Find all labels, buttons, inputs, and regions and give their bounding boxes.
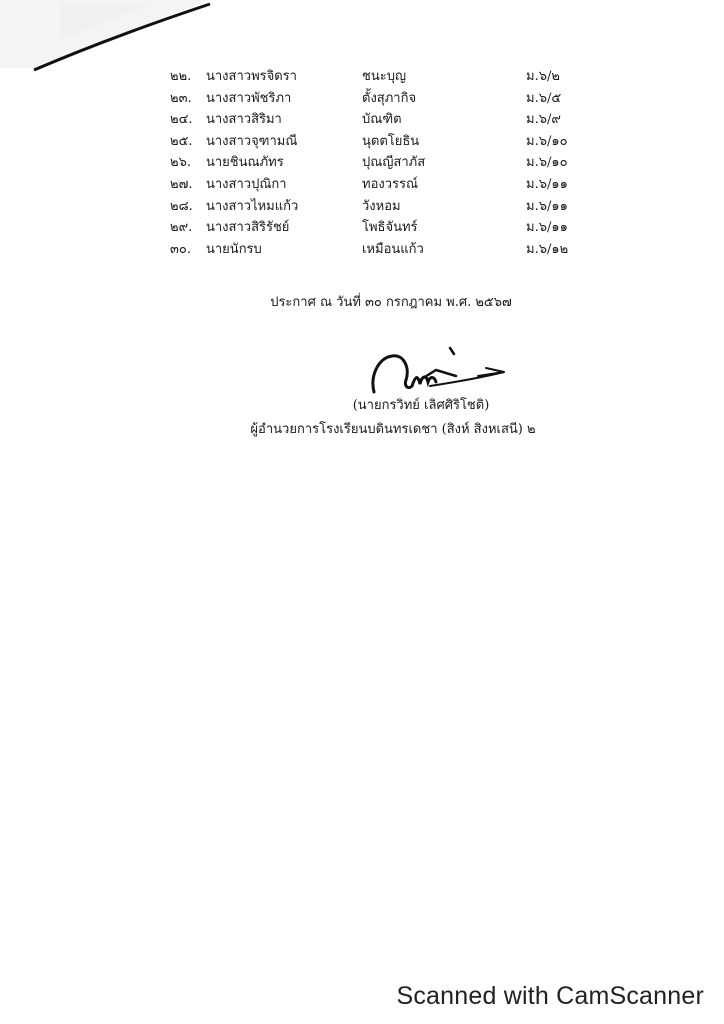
signer-name: (นายกรวิทย์ เลิศศิริโชติ) bbox=[352, 398, 490, 413]
student-first-name: นางสาวสิริรัชย์ bbox=[206, 220, 290, 236]
student-class: ม.๖/๑๒ bbox=[526, 241, 569, 257]
row-number: ๒๖. bbox=[170, 155, 191, 171]
student-class: ม.๖/๑๑ bbox=[526, 220, 568, 236]
row-number: ๒๒. bbox=[170, 69, 192, 84]
student-class: ม.๖/๑๐ bbox=[526, 133, 568, 149]
student-class: ม.๖/๑๐ bbox=[526, 155, 568, 171]
roster-row bbox=[0, 66, 724, 88]
row-number: ๓๐. bbox=[170, 241, 191, 257]
roster-row bbox=[0, 109, 724, 131]
student-class: ม.๖/๑๑ bbox=[526, 176, 568, 192]
student-class: ม.๖/๒ bbox=[526, 69, 560, 84]
roster-row bbox=[0, 217, 724, 239]
row-number: ๒๙. bbox=[170, 220, 193, 236]
roster-row bbox=[0, 174, 724, 196]
scanner-watermark: Scanned with CamScanner bbox=[396, 982, 704, 1010]
announcement-date: ประกาศ ณ วันที่ ๓๐ กรกฎาคม พ.ศ. ๒๕๖๗ bbox=[270, 295, 512, 310]
row-number: ๒๘. bbox=[170, 198, 193, 214]
student-last-name: ตั้งสุภากิจ bbox=[362, 90, 417, 106]
roster-row bbox=[0, 152, 724, 174]
handwritten-signature bbox=[360, 346, 510, 396]
student-last-name: ทองวรรณ์ bbox=[362, 176, 419, 192]
student-first-name: นางสาวพัชริภา bbox=[206, 90, 292, 106]
student-class: ม.๖/๙ bbox=[526, 112, 561, 128]
student-first-name: นางสาวสิริมา bbox=[206, 112, 282, 128]
student-last-name: เหมือนแก้ว bbox=[362, 241, 424, 257]
row-number: ๒๕. bbox=[170, 133, 193, 149]
student-last-name: บัณฑิต bbox=[362, 112, 402, 128]
student-first-name: นางสาวไหมแก้ว bbox=[206, 198, 299, 214]
row-number: ๒๗. bbox=[170, 176, 193, 192]
student-roster bbox=[0, 66, 724, 260]
roster-row bbox=[0, 196, 724, 218]
student-first-name: นางสาวพรจิดรา bbox=[206, 69, 297, 84]
roster-row bbox=[0, 131, 724, 153]
student-last-name: ชนะบุญ bbox=[362, 69, 407, 84]
student-first-name: นางสาวจุฑามณี bbox=[206, 133, 298, 149]
signer-title: ผู้อำนวยการโรงเรียนบดินทรเดชา (สิงห์ สิงหเสนี) ๒ bbox=[250, 422, 536, 437]
student-first-name: นายนักรบ bbox=[206, 241, 262, 257]
student-last-name: โพธิจันทร์ bbox=[362, 220, 418, 236]
student-class: ม.๖/๕ bbox=[526, 90, 562, 106]
roster-row bbox=[0, 239, 724, 261]
row-number: ๒๔. bbox=[170, 112, 193, 128]
roster-row bbox=[0, 88, 724, 110]
row-number: ๒๓. bbox=[170, 90, 192, 106]
student-first-name: นายชินณภัทร bbox=[206, 155, 284, 171]
student-last-name: วังหอม bbox=[362, 198, 401, 214]
student-class: ม.๖/๑๑ bbox=[526, 198, 568, 214]
student-last-name: ปุณญีสาภัส bbox=[362, 155, 426, 171]
student-first-name: นางสาวปุณิกา bbox=[206, 176, 287, 192]
student-last-name: นุตตโยธิน bbox=[362, 133, 420, 149]
